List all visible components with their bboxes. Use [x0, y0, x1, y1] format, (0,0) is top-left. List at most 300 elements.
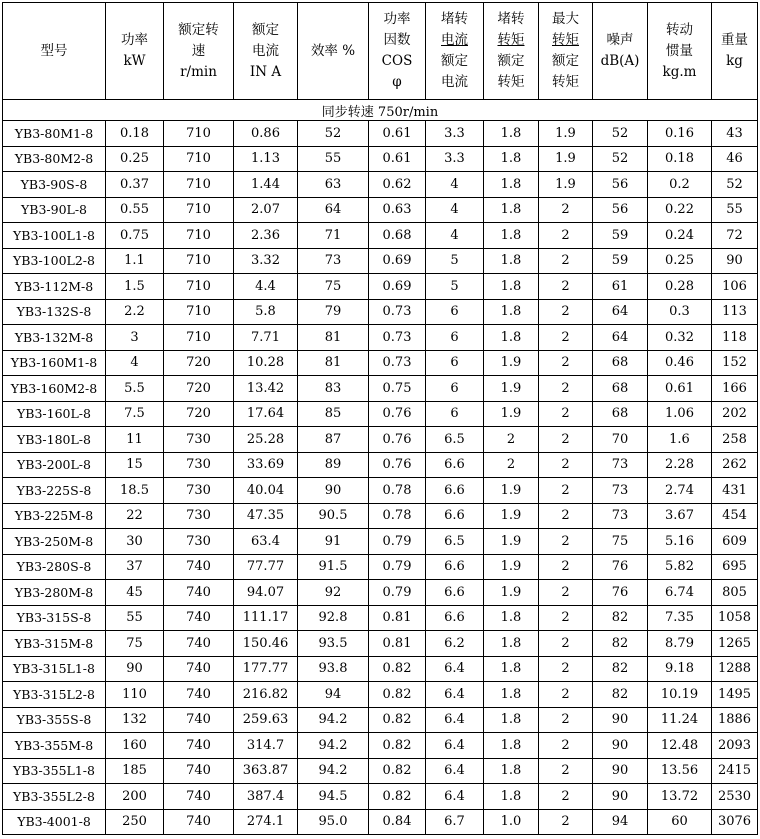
cell-max-torque-ratio: 2: [539, 452, 593, 478]
header-line: 噪声: [606, 32, 634, 48]
table-row: [3, 427, 758, 453]
cell-weight: 72: [712, 223, 758, 249]
cell-efficiency: 94.5: [298, 784, 369, 810]
cell-model: YB3-225M-8: [3, 503, 106, 529]
table-row: [3, 350, 758, 376]
cell-rated-speed: 710: [164, 197, 234, 223]
header-line: kg.m: [662, 63, 697, 80]
cell-weight: 2093: [712, 733, 758, 759]
cell-max-torque-ratio: 2: [539, 605, 593, 631]
cell-efficiency: 85: [298, 401, 369, 427]
cell-rated-speed: 740: [164, 809, 234, 835]
cell-rated-current: 94.07: [234, 580, 298, 606]
cell-locked-rotor-torque-ratio: 1.9: [484, 580, 539, 606]
cell-model: YB3-315M-8: [3, 631, 106, 657]
cell-locked-rotor-torque-ratio: 1.9: [484, 503, 539, 529]
cell-locked-rotor-torque-ratio: 1.8: [484, 605, 539, 631]
cell-locked-rotor-current-ratio: 6.6: [426, 605, 484, 631]
header-line: dB(A): [600, 53, 640, 69]
cell-rated-current: 150.46: [234, 631, 298, 657]
cell-locked-rotor-torque-ratio: 1.9: [484, 401, 539, 427]
cell-efficiency: 94.2: [298, 707, 369, 733]
cell-locked-rotor-current-ratio: 4: [426, 197, 484, 223]
cell-model: YB3-132S-8: [3, 299, 106, 325]
header-line: 额定: [552, 53, 579, 69]
cell-rated-current: 2.07: [234, 197, 298, 223]
cell-power-factor: 0.75: [369, 376, 426, 402]
cell-locked-rotor-current-ratio: 6: [426, 299, 484, 325]
header-model: [3, 3, 106, 100]
cell-moment-of-inertia: 12.48: [648, 733, 712, 759]
cell-power-kw: 30: [106, 529, 164, 555]
cell-power-factor: 0.76: [369, 427, 426, 453]
cell-locked-rotor-torque-ratio: 1.8: [484, 274, 539, 300]
cell-weight: 152: [712, 350, 758, 376]
cell-max-torque-ratio: 2: [539, 274, 593, 300]
cell-max-torque-ratio: 2: [539, 784, 593, 810]
table-row: [3, 758, 758, 784]
cell-efficiency: 94: [298, 682, 369, 708]
cell-power-factor: 0.73: [369, 299, 426, 325]
header-max-torque-ratio: [539, 3, 593, 100]
cell-weight: 106: [712, 274, 758, 300]
cell-efficiency: 64: [298, 197, 369, 223]
header-power-kw: [106, 3, 164, 100]
cell-model: YB3-90S-8: [3, 172, 106, 198]
cell-power-kw: 22: [106, 503, 164, 529]
cell-max-torque-ratio: 2: [539, 656, 593, 682]
cell-weight: 202: [712, 401, 758, 427]
cell-rated-current: 63.4: [234, 529, 298, 555]
cell-model: YB3-225S-8: [3, 478, 106, 504]
cell-moment-of-inertia: 8.79: [648, 631, 712, 657]
cell-locked-rotor-current-ratio: 6: [426, 350, 484, 376]
cell-efficiency: 71: [298, 223, 369, 249]
cell-moment-of-inertia: 0.46: [648, 350, 712, 376]
cell-rated-current: 177.77: [234, 656, 298, 682]
header-line: 堵转: [497, 11, 525, 27]
section-row: [3, 100, 758, 121]
cell-rated-current: 1.13: [234, 146, 298, 172]
cell-locked-rotor-current-ratio: 6: [426, 401, 484, 427]
cell-rated-speed: 740: [164, 758, 234, 784]
header-line: 最大: [552, 11, 579, 27]
header-line: 额定: [252, 21, 279, 38]
cell-model: YB3-80M2-8: [3, 146, 106, 172]
cell-locked-rotor-current-ratio: 6: [426, 325, 484, 351]
header-line: 转矩: [552, 74, 579, 90]
table-row: [3, 554, 758, 580]
cell-moment-of-inertia: 5.16: [648, 529, 712, 555]
cell-moment-of-inertia: 2.28: [648, 452, 712, 478]
cell-max-torque-ratio: 2: [539, 325, 593, 351]
table-row: [3, 121, 758, 147]
cell-locked-rotor-current-ratio: 6.5: [426, 529, 484, 555]
header-locked-rotor-current-ratio: [426, 3, 484, 100]
cell-weight: 609: [712, 529, 758, 555]
table-row: [3, 733, 758, 759]
cell-weight: 43: [712, 121, 758, 147]
cell-power-kw: 7.5: [106, 401, 164, 427]
cell-moment-of-inertia: 3.67: [648, 503, 712, 529]
header-line: 因数: [383, 32, 411, 48]
cell-rated-speed: 720: [164, 350, 234, 376]
cell-moment-of-inertia: 0.61: [648, 376, 712, 402]
cell-weight: 113: [712, 299, 758, 325]
cell-model: YB3-315L2-8: [3, 682, 106, 708]
cell-model: YB3-315L1-8: [3, 656, 106, 682]
cell-rated-current: 5.8: [234, 299, 298, 325]
cell-efficiency: 93.8: [298, 656, 369, 682]
table-row: [3, 325, 758, 351]
cell-weight: 262: [712, 452, 758, 478]
cell-noise: 59: [593, 223, 648, 249]
cell-power-kw: 11: [106, 427, 164, 453]
cell-power-kw: 55: [106, 605, 164, 631]
header-line: COS: [381, 53, 413, 69]
cell-noise: 68: [593, 376, 648, 402]
cell-max-torque-ratio: 1.9: [539, 121, 593, 147]
header-line: 重量: [721, 32, 748, 48]
cell-power-factor: 0.82: [369, 682, 426, 708]
cell-moment-of-inertia: 10.19: [648, 682, 712, 708]
cell-model: YB3-90L-8: [3, 197, 106, 223]
header-line: 转矩: [497, 74, 525, 90]
cell-efficiency: 94.2: [298, 733, 369, 759]
header-rated-current: [234, 3, 298, 100]
cell-noise: 64: [593, 325, 648, 351]
cell-moment-of-inertia: 0.25: [648, 248, 712, 274]
cell-max-torque-ratio: 2: [539, 401, 593, 427]
cell-power-factor: 0.84: [369, 809, 426, 835]
cell-max-torque-ratio: 2: [539, 478, 593, 504]
cell-noise: 70: [593, 427, 648, 453]
cell-locked-rotor-current-ratio: 6.4: [426, 707, 484, 733]
cell-rated-current: 10.28: [234, 350, 298, 376]
cell-max-torque-ratio: 1.9: [539, 172, 593, 198]
cell-rated-speed: 720: [164, 401, 234, 427]
cell-weight: 258: [712, 427, 758, 453]
table-row: [3, 401, 758, 427]
cell-rated-current: 0.86: [234, 121, 298, 147]
cell-power-factor: 0.76: [369, 452, 426, 478]
table-row: [3, 631, 758, 657]
cell-locked-rotor-current-ratio: 6.4: [426, 733, 484, 759]
cell-efficiency: 79: [298, 299, 369, 325]
cell-rated-current: 25.28: [234, 427, 298, 453]
header-line: 转动: [666, 21, 693, 38]
cell-rated-current: 1.44: [234, 172, 298, 198]
cell-locked-rotor-current-ratio: 6.4: [426, 784, 484, 810]
cell-efficiency: 92: [298, 580, 369, 606]
cell-power-kw: 160: [106, 733, 164, 759]
cell-efficiency: 91.5: [298, 554, 369, 580]
cell-power-factor: 0.82: [369, 784, 426, 810]
cell-efficiency: 73: [298, 248, 369, 274]
cell-power-factor: 0.82: [369, 707, 426, 733]
cell-rated-speed: 740: [164, 733, 234, 759]
cell-noise: 64: [593, 299, 648, 325]
cell-max-torque-ratio: 2: [539, 554, 593, 580]
cell-noise: 76: [593, 580, 648, 606]
cell-moment-of-inertia: 13.56: [648, 758, 712, 784]
cell-power-kw: 2.2: [106, 299, 164, 325]
cell-max-torque-ratio: 2: [539, 503, 593, 529]
header-weight: [712, 3, 758, 100]
cell-locked-rotor-torque-ratio: 1.9: [484, 478, 539, 504]
cell-noise: 82: [593, 631, 648, 657]
cell-moment-of-inertia: 13.72: [648, 784, 712, 810]
cell-noise: 61: [593, 274, 648, 300]
header-line: 速: [191, 42, 206, 59]
cell-model: YB3-280S-8: [3, 554, 106, 580]
cell-efficiency: 90.5: [298, 503, 369, 529]
cell-noise: 82: [593, 682, 648, 708]
table-row: [3, 299, 758, 325]
cell-locked-rotor-current-ratio: 4: [426, 223, 484, 249]
header-line: 电流: [441, 32, 468, 48]
cell-rated-speed: 740: [164, 682, 234, 708]
cell-power-kw: 37: [106, 554, 164, 580]
cell-rated-speed: 710: [164, 325, 234, 351]
cell-power-kw: 4: [106, 350, 164, 376]
cell-rated-current: 77.77: [234, 554, 298, 580]
cell-power-factor: 0.78: [369, 503, 426, 529]
cell-rated-speed: 740: [164, 605, 234, 631]
cell-noise: 90: [593, 707, 648, 733]
cell-efficiency: 94.2: [298, 758, 369, 784]
cell-weight: 1495: [712, 682, 758, 708]
cell-moment-of-inertia: 1.06: [648, 401, 712, 427]
cell-locked-rotor-torque-ratio: 1.8: [484, 707, 539, 733]
cell-locked-rotor-current-ratio: 6.4: [426, 758, 484, 784]
cell-moment-of-inertia: 2.74: [648, 478, 712, 504]
cell-rated-speed: 730: [164, 478, 234, 504]
cell-power-kw: 45: [106, 580, 164, 606]
cell-efficiency: 90: [298, 478, 369, 504]
cell-locked-rotor-current-ratio: 6.6: [426, 554, 484, 580]
cell-noise: 68: [593, 401, 648, 427]
cell-noise: 73: [593, 478, 648, 504]
header-row: [3, 3, 758, 100]
cell-rated-speed: 710: [164, 248, 234, 274]
section-label: 同步转速 750r/min: [3, 100, 758, 121]
table-row: [3, 223, 758, 249]
cell-weight: 1058: [712, 605, 758, 631]
cell-locked-rotor-torque-ratio: 1.0: [484, 809, 539, 835]
table-row: [3, 452, 758, 478]
cell-power-factor: 0.68: [369, 223, 426, 249]
cell-rated-speed: 710: [164, 121, 234, 147]
cell-weight: 46: [712, 146, 758, 172]
cell-locked-rotor-torque-ratio: 1.8: [484, 758, 539, 784]
cell-rated-current: 3.32: [234, 248, 298, 274]
cell-max-torque-ratio: 2: [539, 197, 593, 223]
cell-power-factor: 0.73: [369, 325, 426, 351]
header-rated-speed: [164, 3, 234, 100]
table-row: [3, 478, 758, 504]
cell-power-factor: 0.81: [369, 605, 426, 631]
header-line: 电流: [252, 42, 279, 59]
cell-noise: 52: [593, 146, 648, 172]
cell-weight: 695: [712, 554, 758, 580]
cell-power-kw: 132: [106, 707, 164, 733]
cell-efficiency: 92.8: [298, 605, 369, 631]
cell-weight: 90: [712, 248, 758, 274]
cell-max-torque-ratio: 2: [539, 809, 593, 835]
cell-noise: 73: [593, 452, 648, 478]
cell-noise: 90: [593, 784, 648, 810]
cell-noise: 90: [593, 733, 648, 759]
cell-rated-current: 387.4: [234, 784, 298, 810]
cell-max-torque-ratio: 2: [539, 376, 593, 402]
cell-power-factor: 0.62: [369, 172, 426, 198]
cell-power-factor: 0.79: [369, 580, 426, 606]
cell-moment-of-inertia: 0.2: [648, 172, 712, 198]
cell-max-torque-ratio: 2: [539, 580, 593, 606]
cell-model: YB3-132M-8: [3, 325, 106, 351]
cell-power-kw: 0.18: [106, 121, 164, 147]
table-row: [3, 707, 758, 733]
cell-weight: 52: [712, 172, 758, 198]
cell-weight: 805: [712, 580, 758, 606]
table-row: [3, 656, 758, 682]
cell-power-kw: 5.5: [106, 376, 164, 402]
cell-power-kw: 0.37: [106, 172, 164, 198]
header-line: 额定: [497, 53, 525, 69]
cell-moment-of-inertia: 60: [648, 809, 712, 835]
cell-moment-of-inertia: 11.24: [648, 707, 712, 733]
cell-power-kw: 0.55: [106, 197, 164, 223]
cell-rated-speed: 740: [164, 554, 234, 580]
cell-rated-speed: 730: [164, 503, 234, 529]
cell-model: YB3-355L2-8: [3, 784, 106, 810]
header-line: r/min: [180, 63, 217, 80]
cell-power-kw: 185: [106, 758, 164, 784]
cell-rated-current: 259.63: [234, 707, 298, 733]
cell-rated-speed: 740: [164, 656, 234, 682]
cell-model: YB3-4001-8: [3, 809, 106, 835]
cell-weight: 1288: [712, 656, 758, 682]
cell-max-torque-ratio: 2: [539, 733, 593, 759]
header-noise: [593, 3, 648, 100]
header-power-factor: [369, 3, 426, 100]
cell-efficiency: 63: [298, 172, 369, 198]
header-locked-rotor-torque-ratio: [484, 3, 539, 100]
cell-rated-speed: 710: [164, 274, 234, 300]
cell-max-torque-ratio: 2: [539, 758, 593, 784]
cell-model: YB3-315S-8: [3, 605, 106, 631]
table-row: [3, 503, 758, 529]
cell-power-factor: 0.79: [369, 529, 426, 555]
table-row: [3, 172, 758, 198]
cell-locked-rotor-torque-ratio: 1.8: [484, 299, 539, 325]
cell-model: YB3-180L-8: [3, 427, 106, 453]
cell-power-factor: 0.79: [369, 554, 426, 580]
cell-locked-rotor-torque-ratio: 1.9: [484, 529, 539, 555]
cell-rated-speed: 710: [164, 146, 234, 172]
cell-power-factor: 0.69: [369, 248, 426, 274]
cell-locked-rotor-current-ratio: 6.6: [426, 452, 484, 478]
cell-power-kw: 18.5: [106, 478, 164, 504]
table-body: [3, 100, 758, 835]
cell-moment-of-inertia: 7.35: [648, 605, 712, 631]
cell-moment-of-inertia: 0.28: [648, 274, 712, 300]
cell-efficiency: 91: [298, 529, 369, 555]
cell-locked-rotor-torque-ratio: 1.8: [484, 325, 539, 351]
cell-efficiency: 81: [298, 325, 369, 351]
cell-model: YB3-160M2-8: [3, 376, 106, 402]
cell-locked-rotor-current-ratio: 3.3: [426, 121, 484, 147]
cell-rated-current: 216.82: [234, 682, 298, 708]
cell-weight: 1265: [712, 631, 758, 657]
cell-locked-rotor-torque-ratio: 1.8: [484, 223, 539, 249]
cell-power-factor: 0.73: [369, 350, 426, 376]
cell-max-torque-ratio: 2: [539, 223, 593, 249]
cell-locked-rotor-torque-ratio: 1.8: [484, 656, 539, 682]
cell-max-torque-ratio: 2: [539, 427, 593, 453]
cell-power-kw: 90: [106, 656, 164, 682]
cell-moment-of-inertia: 0.3: [648, 299, 712, 325]
cell-model: YB3-355L1-8: [3, 758, 106, 784]
table-row: [3, 605, 758, 631]
cell-rated-current: 47.35: [234, 503, 298, 529]
cell-power-kw: 1.1: [106, 248, 164, 274]
table-row: [3, 248, 758, 274]
cell-power-factor: 0.82: [369, 758, 426, 784]
cell-locked-rotor-torque-ratio: 1.8: [484, 172, 539, 198]
cell-locked-rotor-torque-ratio: 1.9: [484, 376, 539, 402]
cell-rated-current: 7.71: [234, 325, 298, 351]
cell-locked-rotor-current-ratio: 6.2: [426, 631, 484, 657]
cell-model: YB3-160M1-8: [3, 350, 106, 376]
cell-rated-speed: 740: [164, 631, 234, 657]
cell-moment-of-inertia: 0.18: [648, 146, 712, 172]
table-row: [3, 274, 758, 300]
cell-power-factor: 0.78: [369, 478, 426, 504]
cell-noise: 73: [593, 503, 648, 529]
cell-power-kw: 15: [106, 452, 164, 478]
cell-noise: 56: [593, 172, 648, 198]
cell-locked-rotor-torque-ratio: 1.8: [484, 733, 539, 759]
table-row: [3, 809, 758, 835]
cell-max-torque-ratio: 2: [539, 631, 593, 657]
cell-locked-rotor-current-ratio: 3.3: [426, 146, 484, 172]
cell-noise: 94: [593, 809, 648, 835]
cell-rated-current: 17.64: [234, 401, 298, 427]
cell-max-torque-ratio: 1.9: [539, 146, 593, 172]
cell-rated-speed: 710: [164, 299, 234, 325]
cell-weight: 118: [712, 325, 758, 351]
cell-noise: 82: [593, 605, 648, 631]
cell-rated-current: 111.17: [234, 605, 298, 631]
cell-power-factor: 0.61: [369, 146, 426, 172]
cell-efficiency: 75: [298, 274, 369, 300]
cell-locked-rotor-current-ratio: 6.6: [426, 478, 484, 504]
cell-power-kw: 250: [106, 809, 164, 835]
cell-rated-speed: 720: [164, 376, 234, 402]
cell-power-kw: 200: [106, 784, 164, 810]
cell-efficiency: 89: [298, 452, 369, 478]
cell-locked-rotor-current-ratio: 6.4: [426, 656, 484, 682]
cell-weight: 55: [712, 197, 758, 223]
cell-rated-current: 2.36: [234, 223, 298, 249]
cell-rated-current: 363.87: [234, 758, 298, 784]
cell-locked-rotor-torque-ratio: 1.9: [484, 350, 539, 376]
cell-locked-rotor-current-ratio: 5: [426, 248, 484, 274]
cell-locked-rotor-torque-ratio: 1.8: [484, 784, 539, 810]
cell-weight: 431: [712, 478, 758, 504]
